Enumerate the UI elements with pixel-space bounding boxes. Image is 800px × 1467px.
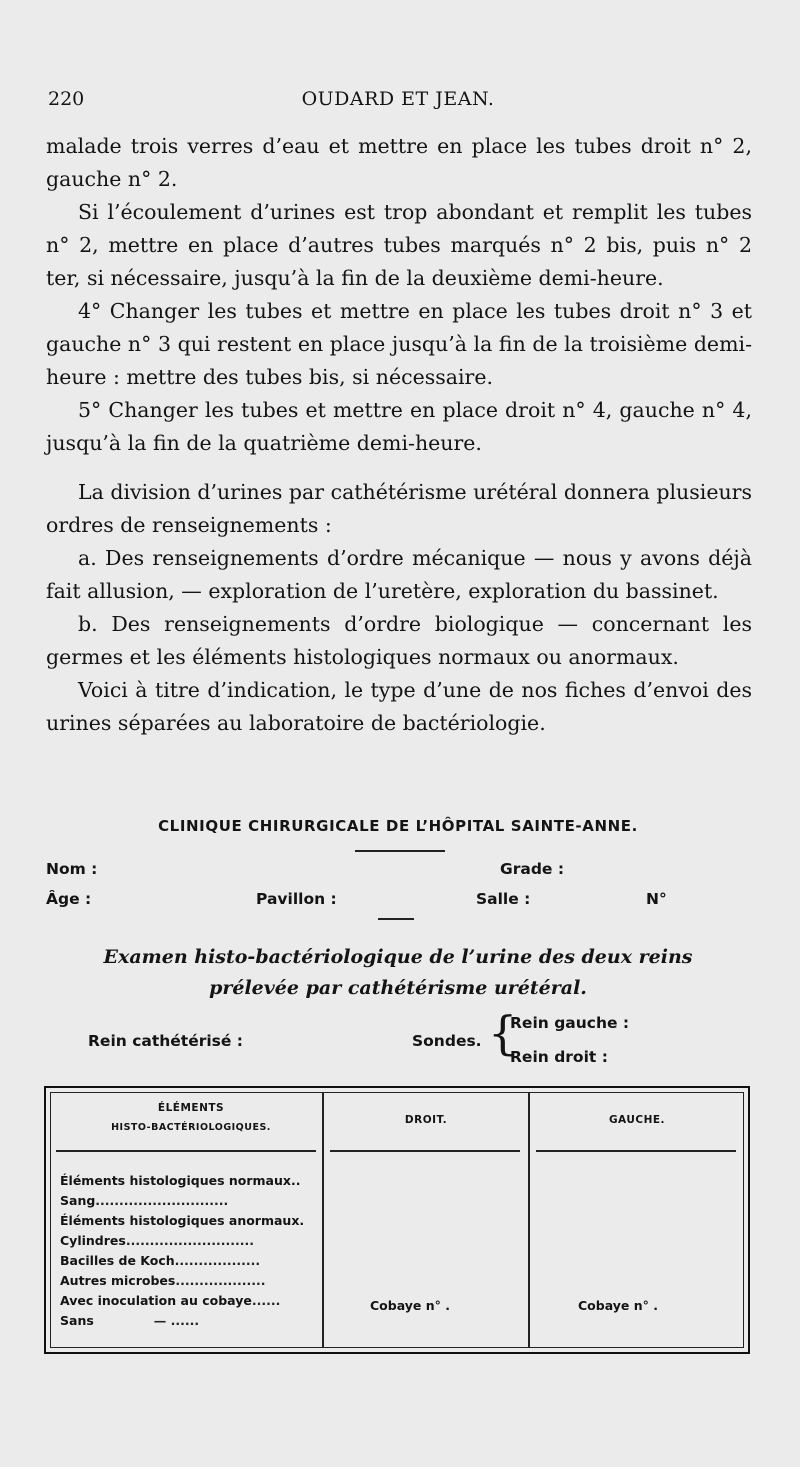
table-row: [60, 1312, 322, 1330]
brace-icon: {: [488, 1006, 518, 1060]
body-text: [46, 130, 752, 740]
paragraph-1: malade trois verres d’eau et mettre en place les tubes droit n° 2, gauche n° 2.: [46, 134, 752, 191]
row-dots: ..................: [174, 1253, 261, 1268]
paragraph-8: Voici à titre d’indication, le type d’une de nos fiches d’envoi des urines séparées au laboratoire de bactériologie.: [46, 678, 752, 735]
paragraph-2: Si l’écoulement d’urines est trop abondant et remplit les tubes n° 2, mettre en place d’autres tubes marqués n° 2 bis, puis n° 2 ter, si nécessaire, jusqu’à la fin de la deuxième demi-heure.: [46, 200, 752, 290]
pavillon-label: Pavillon :: [256, 890, 337, 908]
row-dots: ...........................: [125, 1233, 255, 1248]
exam-title-line-2: prélevée par cathétérisme urétéral.: [209, 977, 587, 999]
table-row: [60, 1192, 322, 1210]
col-header-gauche: GAUCHE.: [608, 1114, 666, 1126]
row-label: Autres microbes: [60, 1273, 176, 1288]
row-dots: ............................: [95, 1193, 229, 1208]
row-dots: ...................: [175, 1273, 266, 1288]
table-row: [60, 1212, 322, 1230]
paragraph-6: a. Des renseignements d’ordre mécanique — nous y avons déjà fait allusion, — exploration de l’uretère, exploration du bassinet.: [46, 546, 752, 603]
rein-droit-label: Rein droit :: [510, 1048, 608, 1066]
row-label: Éléments histologiques normaux..: [60, 1173, 301, 1188]
header-rule-3: [536, 1150, 736, 1152]
header-rule-2: [330, 1150, 520, 1152]
grade-label: Grade :: [500, 860, 565, 878]
row-label: Sans: [60, 1313, 94, 1328]
exam-title-line-1: Examen histo-bactériologique de l’urine des deux reins: [103, 946, 693, 968]
table-row: [60, 1232, 322, 1250]
row-label: Sang: [60, 1193, 96, 1208]
table-row: [60, 1272, 322, 1290]
page-number: 220: [48, 88, 85, 110]
salle-label: Salle :: [476, 890, 531, 908]
table-row: [60, 1252, 322, 1270]
table-divider-1: [322, 1092, 324, 1348]
row-label: Éléments histologiques anormaux.: [60, 1213, 305, 1228]
cobaye-droit: Cobaye n° .: [370, 1298, 450, 1313]
cobaye-gauche: Cobaye n° .: [578, 1298, 658, 1313]
row-label: Bacilles de Koch: [60, 1253, 175, 1268]
col-header-elements: ÉLÉMENTS: [157, 1102, 225, 1114]
nom-label: Nom :: [46, 860, 98, 878]
paragraph-4: 5° Changer les tubes et mettre en place droit n° 4, gauche n° 4, jusqu’à la fin de la quatrième demi-heure.: [46, 398, 752, 455]
numero-label: N°: [646, 890, 667, 908]
paragraph-7: b. Des renseignements d’ordre biologique — concernant les germes et les éléments histologiques normaux ou anormaux.: [46, 612, 752, 669]
running-title: OUDARD ET JEAN.: [301, 88, 495, 110]
row-label: Avec inoculation au cobaye: [60, 1293, 252, 1308]
sondes-label: Sondes.: [412, 1032, 482, 1050]
page-header: [48, 88, 748, 118]
paragraph-3: 4° Changer les tubes et mettre en place les tubes droit n° 3 et gauche n° 3 qui restent en place jusqu’à la fin de la troisième demi-heure : mettre des tubes bis, si nécessaire.: [46, 299, 752, 389]
rein-catheterise-label: Rein cathétérisé :: [88, 1032, 244, 1050]
clinic-title: CLINIQUE CHIRURGICALE DE L’HÔPITAL SAINTE-ANNE.: [158, 817, 638, 835]
age-label: Âge :: [46, 890, 92, 908]
row-dots: — ......: [153, 1313, 200, 1328]
table-row: [60, 1172, 322, 1190]
col-header-elements-sub: HISTO-BACTÉRIOLOGIQUES.: [111, 1122, 271, 1133]
paragraph-5: La division d’urines par cathétérisme urétéral donnera plusieurs ordres de renseignements :: [46, 480, 752, 537]
row-dots: ......: [251, 1293, 281, 1308]
rein-gauche-label: Rein gauche :: [510, 1014, 630, 1032]
header-rule-1: [56, 1150, 316, 1152]
row-label: Cylindres: [60, 1233, 126, 1248]
table-divider-2: [528, 1092, 530, 1348]
col-header-droit: DROIT.: [404, 1114, 448, 1126]
table-row: [60, 1292, 322, 1310]
form-rule: [378, 918, 414, 920]
title-rule: [355, 850, 445, 852]
